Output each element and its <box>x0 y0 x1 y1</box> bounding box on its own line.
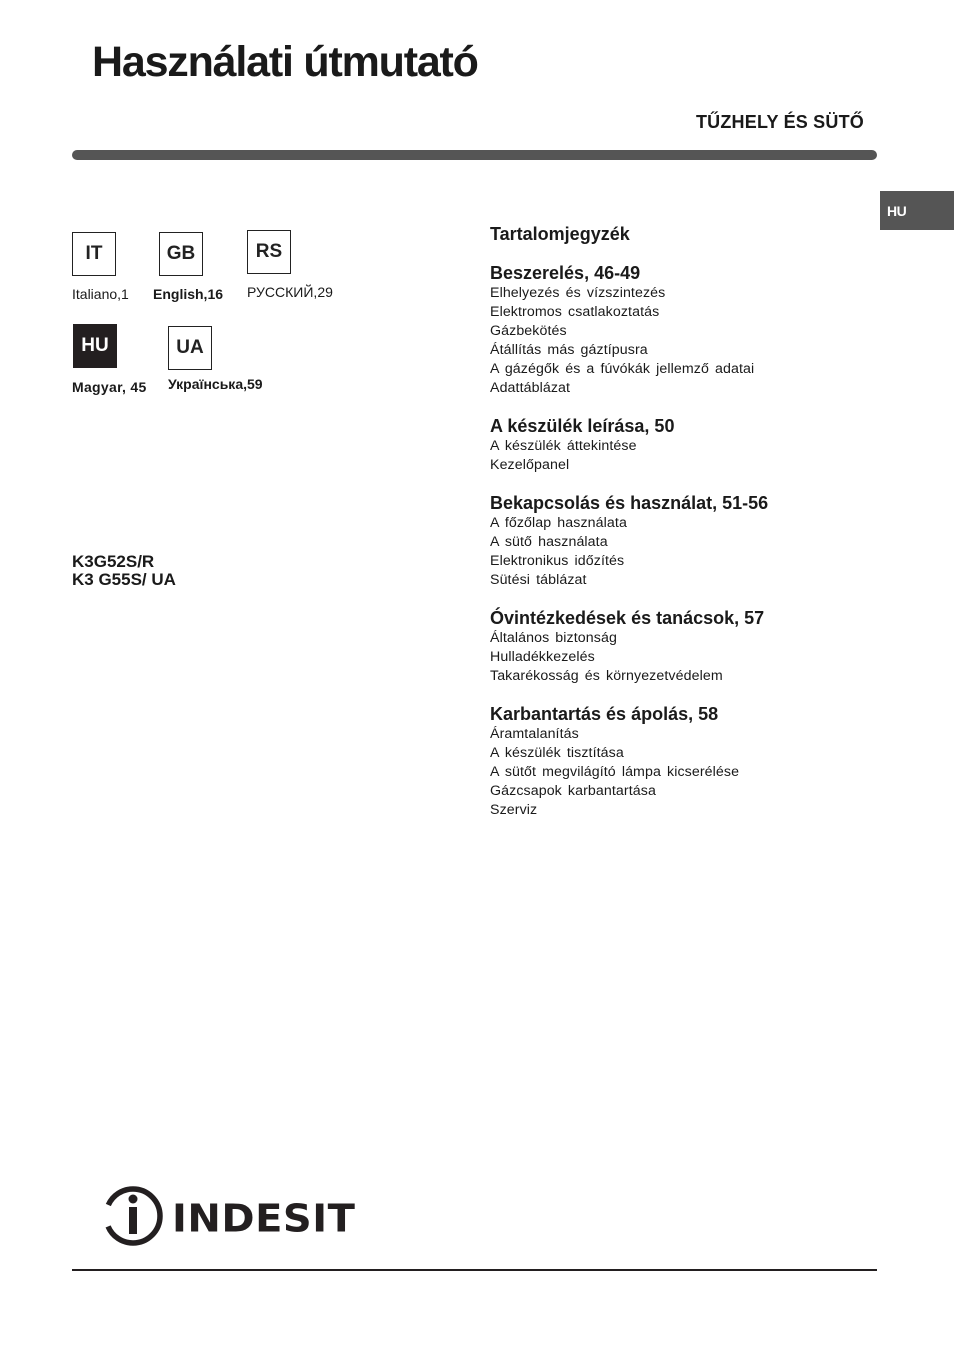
toc-section <box>490 415 890 475</box>
toc-item: Átállítás más gáztípusra <box>490 342 648 358</box>
toc-section-heading: Beszerelés, 46-49 <box>490 263 641 283</box>
lang-label-rs: РУССКИЙ,29 <box>247 284 333 300</box>
lang-box-gb: GB <box>159 232 203 276</box>
toc-item: A gázégők és a fúvókák jellemző adatai <box>490 361 755 377</box>
toc-item: Sütési táblázat <box>490 572 587 588</box>
toc-item: Takarékosság és környezetvédelem <box>490 668 723 684</box>
toc-section <box>490 492 890 590</box>
toc-section-heading: Karbantartás és ápolás, 58 <box>490 704 719 724</box>
lang-box-ua: UA <box>168 326 212 370</box>
table-of-contents <box>490 224 890 837</box>
toc-item: Szerviz <box>490 802 538 818</box>
toc-item: A főzőlap használata <box>490 515 627 531</box>
lang-label-gb: English,16 <box>153 286 224 302</box>
toc-section <box>490 262 890 398</box>
lang-label-hu: Magyar, 45 <box>72 379 147 395</box>
brand-logo <box>102 1184 355 1253</box>
page-title: Használati útmutató <box>92 38 478 86</box>
toc-item: A készülék tisztítása <box>490 745 624 761</box>
language-side-tab: HU <box>880 191 954 230</box>
toc-section <box>490 607 890 686</box>
lang-label-it: Italiano,1 <box>72 286 129 302</box>
toc-item: Áramtalanítás <box>490 726 579 742</box>
toc-item: Gázbekötés <box>490 323 567 339</box>
lang-label-ua: Українська,59 <box>168 376 263 392</box>
toc-section-heading: Bekapcsolás és használat, 51-56 <box>490 493 769 513</box>
toc-section-heading: Óvintézkedések és tanácsok, 57 <box>490 608 765 628</box>
toc-item: Általános biztonság <box>490 630 617 646</box>
toc-item: Hulladékkezelés <box>490 649 595 665</box>
toc-item: A készülék áttekintése <box>490 438 637 454</box>
footer-divider <box>72 1269 877 1271</box>
toc-item: A sütőt megvilágító lámpa kicserélése <box>490 764 740 780</box>
toc-item: Elhelyezés és vízszintezés <box>490 285 666 301</box>
lang-box-it: IT <box>72 232 116 276</box>
toc-section <box>490 703 890 820</box>
toc-item: Elektromos csatlakoztatás <box>490 304 660 320</box>
product-category: TŰZHELY ÉS SÜTŐ <box>695 112 864 132</box>
indesit-logo-icon <box>102 1184 164 1253</box>
model-number: K3 G55S/ UA <box>72 570 176 589</box>
model-number: K3G52S/R <box>72 552 155 571</box>
toc-item: A sütő használata <box>490 534 608 550</box>
toc-item: Elektronikus időzítés <box>490 553 625 569</box>
toc-item: Gázcsapok karbantartása <box>490 783 656 799</box>
header-divider <box>72 150 877 160</box>
toc-item: Adattáblázat <box>490 380 571 396</box>
brand-wordmark: INDESIT <box>172 1196 356 1241</box>
toc-item: Kezelőpanel <box>490 457 570 473</box>
toc-section-heading: A készülék leírása, 50 <box>490 416 675 436</box>
lang-box-rs: RS <box>247 230 291 274</box>
toc-title: Tartalomjegyzék <box>490 224 630 244</box>
lang-box-hu: HU <box>73 324 117 368</box>
